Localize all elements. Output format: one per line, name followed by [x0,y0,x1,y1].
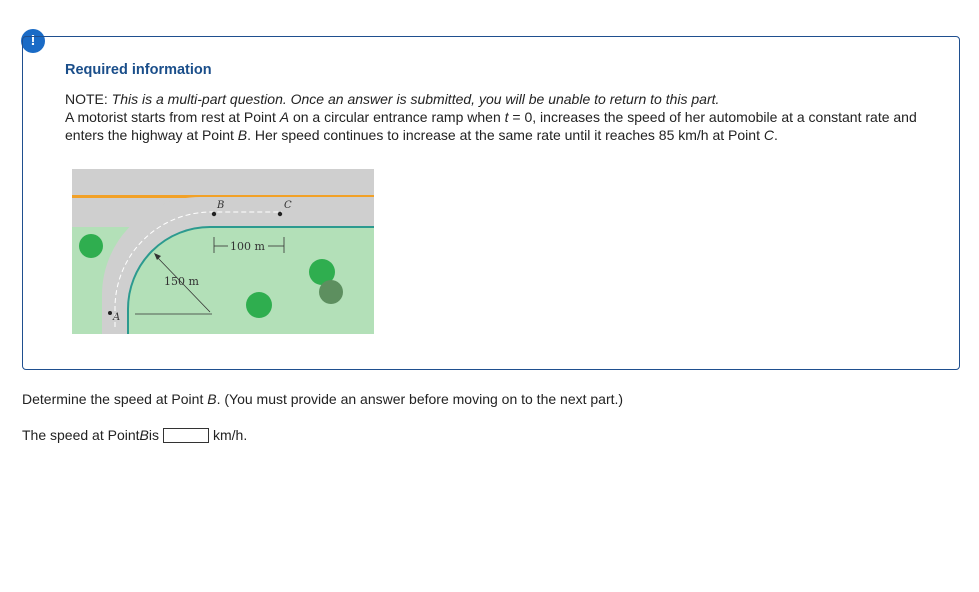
note-text: This is a multi-part question. Once an answer is submitted, you will be unable to return to this part. [111,91,720,107]
point-b [212,212,216,216]
point-a-label: A [113,312,121,323]
tree-icon [319,280,343,304]
ramp-figure [72,167,374,334]
tree-icon [246,292,272,318]
tree-icon [79,234,103,258]
required-info-title: Required information [65,62,212,78]
point-b-label: B [217,200,225,211]
unit-label: km/h. [213,427,248,443]
note-label: NOTE: [65,91,112,107]
point-a [108,311,112,315]
answer-row: The speed at Point B is km/h. [22,427,248,443]
speed-at-b-input[interactable] [163,428,209,443]
radius-label: 150 m [164,275,199,288]
problem-statement: NOTE: This is a multi-part question. Once an answer is submitted, you will be unable to return to this part. A motorist starts from rest at Point A on a circular entrance ramp when t = 0, increases the speed of her automobile at a constant rate and enters the highway at Point B. Her speed continues to increase at the same rate until it reaches 85 km/h at Point C. [65,91,917,143]
point-c [278,212,282,216]
distance-bc-label: 100 m [230,240,265,253]
alert-icon: ! [21,29,45,53]
required-info-panel [22,36,960,370]
question-text: Determine the speed at Point B. (You must provide an answer before moving on to the next part.) [22,391,624,407]
point-c-label: C [284,200,292,211]
